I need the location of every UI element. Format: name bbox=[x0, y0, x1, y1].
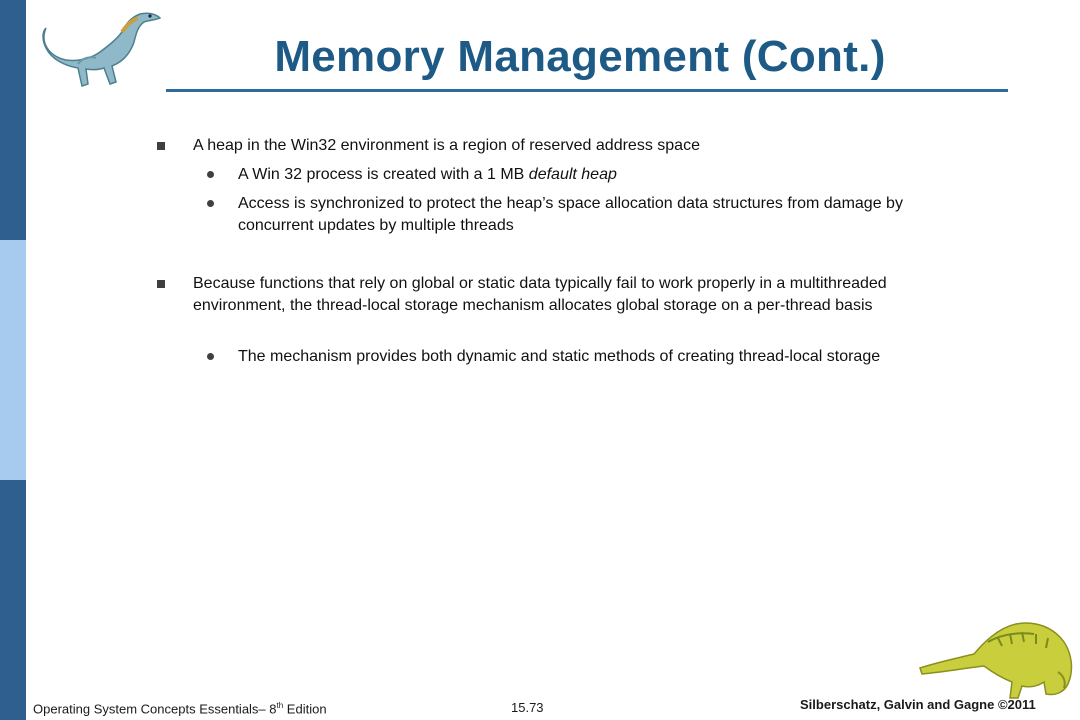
sub-bullet-item: Access is synchronized to protect the heap’s space allocation data structures from damage by concurrent updates by multiple threads bbox=[238, 195, 903, 234]
dinosaur-logo-icon bbox=[38, 4, 164, 90]
footer-book-title bbox=[33, 701, 327, 716]
left-color-bar bbox=[0, 0, 26, 720]
footer-copyright: Silberschatz, Galvin and Gagne ©2011 bbox=[800, 697, 1036, 712]
sidebar-segment-top bbox=[0, 0, 26, 240]
square-bullet-icon bbox=[157, 280, 165, 288]
sub-bullet-item: The mechanism provides both dynamic and static methods of creating thread-local storage bbox=[238, 348, 881, 365]
bullet-item: Because functions that rely on global or static data typically fail to work properly in a multithreaded environment, the thread-local storage mechanism allocates global storage on a per-thread basis bbox=[193, 275, 887, 314]
footer-superscript: th bbox=[276, 701, 284, 710]
round-bullet-icon bbox=[207, 171, 214, 178]
bullet-item: A heap in the Win32 environment is a region of reserved address space bbox=[193, 137, 700, 154]
footer-title-text: Operating System Concepts Essentials– 8 bbox=[33, 701, 277, 717]
page-number: 15.73 bbox=[511, 700, 544, 715]
sidebar-segment-middle bbox=[0, 240, 26, 480]
sidebar-segment-bottom bbox=[0, 480, 26, 720]
dinosaur-logo-icon bbox=[918, 612, 1078, 702]
square-bullet-icon bbox=[157, 142, 165, 150]
sub-bullet-item bbox=[238, 164, 938, 186]
page-title: Memory Management (Cont.) bbox=[274, 32, 886, 81]
round-bullet-icon bbox=[207, 353, 214, 360]
round-bullet-icon bbox=[207, 200, 214, 207]
emphasized-term: default heap bbox=[528, 166, 617, 183]
title-underline bbox=[166, 89, 1008, 92]
sub-bullet-text: A Win 32 process is created with a 1 MB bbox=[238, 166, 529, 183]
footer-edition-text: Edition bbox=[283, 701, 327, 717]
